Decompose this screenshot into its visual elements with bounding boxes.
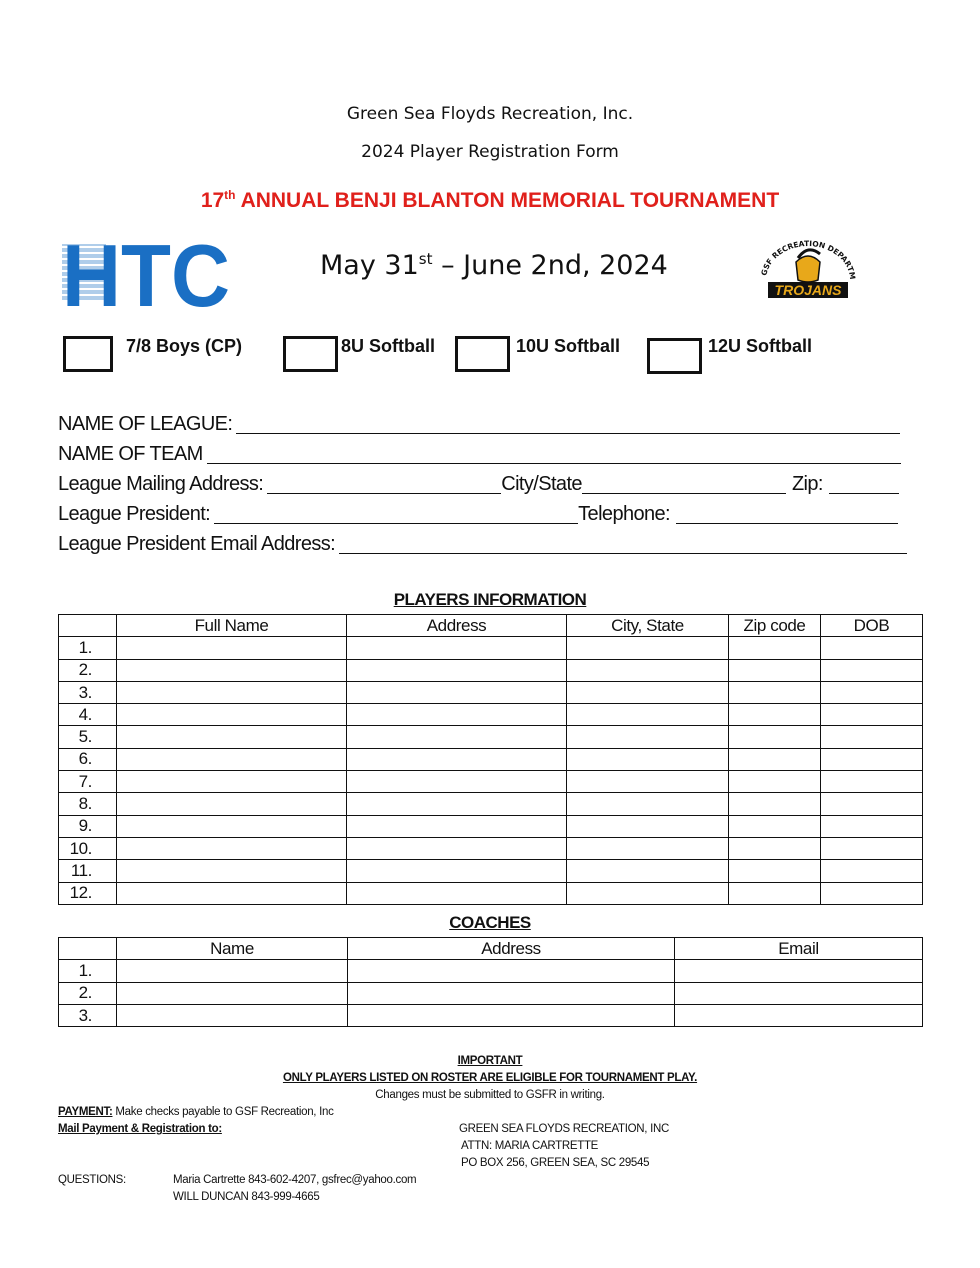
table-row [59,771,923,793]
date-rest: – June 2nd, 2024 [441,250,668,281]
players-cell-city-state[interactable] [567,882,729,904]
players-cell-dob[interactable] [821,637,923,659]
mailing-address-field[interactable] [58,470,899,496]
players-cell-city-state[interactable] [567,681,729,703]
players-cell-address[interactable] [347,793,567,815]
team-name-line[interactable] [207,463,901,464]
coaches-col-name: Name [117,938,348,960]
row-number: 3. [59,681,117,703]
date-start-suffix: st [418,250,433,268]
tournament-ordinal-suffix: th [224,188,236,202]
coaches-cell-name[interactable] [117,960,348,982]
players-cell-dob[interactable] [821,882,923,904]
mail-label: Mail Payment & Registration to: [58,1123,222,1135]
division-checkbox-12u-softball[interactable] [647,338,702,374]
organization-name: Green Sea Floyds Recreation, Inc. [346,104,634,124]
players-cell-address[interactable] [347,815,567,837]
team-name-label: NAME OF TEAM [58,443,203,465]
table-row [59,793,923,815]
players-cell-address[interactable] [347,681,567,703]
players-cell-city-state[interactable] [567,815,729,837]
team-logo-arc: GSF RECREATION DEPARTM [759,240,858,280]
players-cell-city-state[interactable] [567,771,729,793]
coaches-header-row [59,938,923,960]
row-number: 2. [59,659,117,681]
table-row [59,815,923,837]
league-name-field[interactable] [58,410,900,436]
players-cell-address[interactable] [347,837,567,859]
players-table [58,614,923,905]
players-cell-dob[interactable] [821,793,923,815]
sponsor-logo-text: HTC [62,236,230,310]
row-number: 3. [59,1004,117,1026]
players-cell-address[interactable] [347,748,567,770]
row-number: 2. [59,982,117,1004]
division-checkbox-10u-softball[interactable] [455,336,510,372]
table-row [59,659,923,681]
players-cell-city-state[interactable] [567,748,729,770]
table-row [59,681,923,703]
league-name-label: NAME OF LEAGUE: [58,413,233,435]
division-checkbox-7-8-boys[interactable] [63,336,113,372]
players-cell-address[interactable] [347,659,567,681]
mail-address-line: ATTN: MARIA CARTRETTE [461,1140,599,1152]
players-cell-city-state[interactable] [567,860,729,882]
payment-text: Make checks payable to GSF Recreation, Inc [112,1106,334,1118]
players-cell-address[interactable] [347,704,567,726]
players-cell-zip[interactable] [729,637,821,659]
players-cell-full-name[interactable] [117,793,347,815]
tournament-title [0,188,980,213]
coaches-cell-name[interactable] [117,1004,348,1026]
players-cell-zip[interactable] [729,771,821,793]
team-logo [758,240,858,304]
players-cell-full-name[interactable] [117,659,347,681]
president-line[interactable] [214,523,578,524]
team-name-field[interactable] [58,440,901,466]
players-cell-dob[interactable] [821,704,923,726]
mail-address-line: GREEN SEA FLOYDS RECREATION, INC [459,1123,670,1135]
telephone-line[interactable] [676,523,898,524]
important-heading: IMPORTANT [457,1055,523,1067]
players-col-number [59,615,117,637]
players-cell-zip[interactable] [729,681,821,703]
players-cell-dob[interactable] [821,748,923,770]
coaches-heading: COACHES [449,913,531,932]
division-label: 7/8 Boys (CP) [126,336,243,356]
players-col-address: Address [347,615,567,637]
players-cell-full-name[interactable] [117,860,347,882]
players-col-full-name: Full Name [117,615,347,637]
players-cell-city-state[interactable] [567,704,729,726]
row-number: 9. [59,815,117,837]
president-field[interactable] [58,500,898,526]
players-cell-dob[interactable] [821,659,923,681]
president-label: League President: [58,503,211,525]
players-cell-dob[interactable] [821,771,923,793]
players-cell-full-name[interactable] [117,748,347,770]
players-cell-full-name[interactable] [117,771,347,793]
players-col-city-state: City, State [567,615,729,637]
payment-label: PAYMENT: [58,1106,113,1118]
players-cell-city-state[interactable] [567,793,729,815]
tournament-dates [320,250,668,281]
table-row [59,637,923,659]
players-cell-dob[interactable] [821,860,923,882]
tournament-ordinal: 17 [200,189,225,212]
table-row [59,748,923,770]
contact-line: Maria Cartrette 843-602-4207, gsfrec@yahoo.com [173,1174,417,1186]
coaches-col-address: Address [348,938,675,960]
players-cell-full-name[interactable] [117,704,347,726]
table-row [59,982,923,1004]
sponsor-logo [62,236,232,310]
coaches-cell-address[interactable] [348,960,675,982]
coaches-cell-name[interactable] [117,982,348,1004]
players-cell-full-name[interactable] [117,637,347,659]
coaches-cell-address[interactable] [348,982,675,1004]
coaches-cell-email[interactable] [675,1004,923,1026]
players-cell-zip[interactable] [729,726,821,748]
coaches-col-number [59,938,117,960]
row-number: 1. [59,637,117,659]
coaches-col-email: Email [675,938,923,960]
tournament-name: ANNUAL BENJI BLANTON MEMORIAL TOURNAMENT [240,189,780,212]
league-name-line[interactable] [236,433,900,434]
table-row [59,882,923,904]
players-cell-full-name[interactable] [117,837,347,859]
row-number: 8. [59,793,117,815]
changes-notice: Changes must be submitted to GSFR in writing. [375,1089,605,1101]
players-cell-dob[interactable] [821,815,923,837]
players-cell-dob[interactable] [821,837,923,859]
president-email-field[interactable] [58,530,907,556]
division-label: 12U Softball [708,336,813,356]
players-cell-city-state[interactable] [567,837,729,859]
table-row [59,960,923,982]
coaches-cell-email[interactable] [675,960,923,982]
row-number: 1. [59,960,117,982]
players-cell-dob[interactable] [821,726,923,748]
players-cell-full-name[interactable] [117,882,347,904]
zip-line[interactable] [829,493,899,494]
players-col-dob: DOB [821,615,923,637]
players-cell-zip[interactable] [729,748,821,770]
players-cell-zip[interactable] [729,659,821,681]
row-number: 7. [59,771,117,793]
coaches-cell-email[interactable] [675,982,923,1004]
mail-address-line: PO BOX 256, GREEN SEA, SC 29545 [461,1157,650,1169]
row-number: 12. [59,882,117,904]
coaches-cell-address[interactable] [348,1004,675,1026]
division-checkbox-8u-softball[interactable] [283,336,338,372]
players-cell-dob[interactable] [821,681,923,703]
players-cell-full-name[interactable] [117,681,347,703]
row-number: 4. [59,704,117,726]
zip-label: Zip: [791,473,823,495]
date-start: May 31 [320,250,419,281]
table-row [59,726,923,748]
players-cell-full-name[interactable] [117,815,347,837]
players-cell-address[interactable] [347,726,567,748]
table-row [59,860,923,882]
table-row [59,837,923,859]
players-cell-zip[interactable] [729,882,821,904]
city-state-line[interactable] [582,493,786,494]
players-cell-address[interactable] [347,882,567,904]
players-cell-city-state[interactable] [567,659,729,681]
players-cell-address[interactable] [347,771,567,793]
table-row [59,1004,923,1026]
players-col-zip: Zip code [729,615,821,637]
form-title: 2024 Player Registration Form [361,142,619,162]
team-logo-name: TROJANS [774,282,842,298]
table-row [59,704,923,726]
eligibility-notice: ONLY PLAYERS LISTED ON ROSTER ARE ELIGIBLE FOR TOURNAMENT PLAY. [282,1072,698,1084]
players-cell-zip[interactable] [729,793,821,815]
telephone-label: Telephone: [578,503,671,525]
players-cell-city-state[interactable] [567,637,729,659]
mailing-address-label: League Mailing Address: [58,473,264,495]
row-number: 5. [59,726,117,748]
players-cell-zip[interactable] [729,860,821,882]
contact-line: WILL DUNCAN 843-999-4665 [173,1191,320,1203]
president-email-label: League President Email Address: [58,533,336,555]
division-label: 8U Softball [341,336,436,356]
players-cell-full-name[interactable] [117,726,347,748]
players-header-row [59,615,923,637]
mailing-address-line[interactable] [267,493,501,494]
players-cell-address[interactable] [347,637,567,659]
president-email-line[interactable] [339,553,907,554]
questions-label: QUESTIONS: [58,1174,126,1186]
coaches-table [58,937,923,1027]
city-state-label: City/State [501,473,582,495]
players-cell-zip[interactable] [729,837,821,859]
row-number: 6. [59,748,117,770]
players-cell-zip[interactable] [729,815,821,837]
players-heading: PLAYERS INFORMATION [393,590,587,609]
division-label: 10U Softball [516,336,621,356]
players-cell-address[interactable] [347,860,567,882]
players-cell-zip[interactable] [729,704,821,726]
row-number: 10. [59,837,117,859]
players-cell-city-state[interactable] [567,726,729,748]
payment-line [58,1106,334,1118]
row-number: 11. [59,860,117,882]
